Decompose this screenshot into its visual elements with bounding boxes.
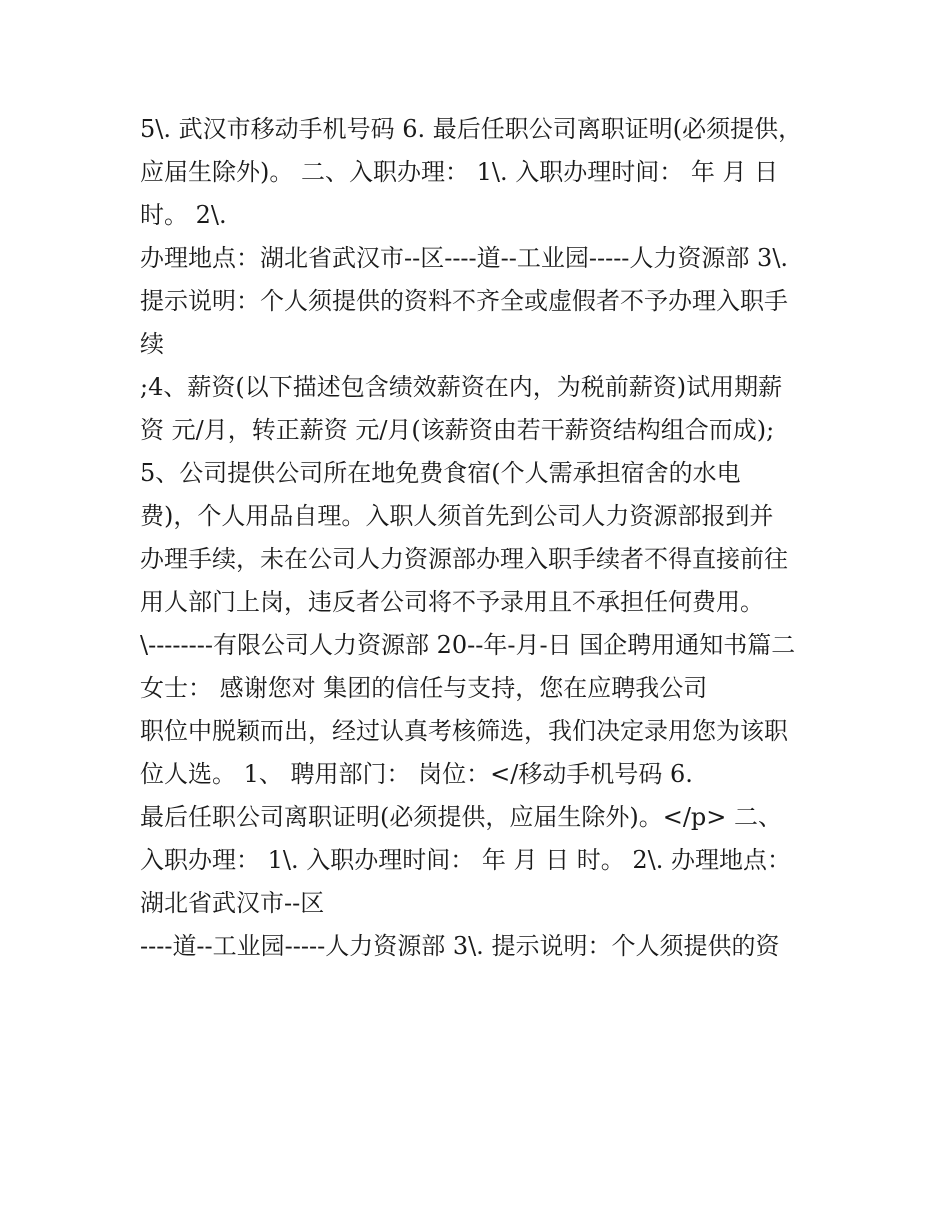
text-line: 时。 2\.	[140, 201, 227, 229]
text-line: 用人部门上岗，违反者公司将不予录用且不承担任何费用。	[140, 588, 764, 616]
body-text	[140, 108, 830, 968]
text-line: 入职办理： 1\. 入职办理时间： 年 月 日 时。 2\. 办理地点：	[140, 846, 791, 874]
text-line: 办理地点：湖北省武汉市--区----道--工业园-----人力资源部 3\.	[140, 244, 789, 272]
text-line: ;4、薪资(以下描述包含绩效薪资在内，为税前薪资)试用期薪	[140, 373, 783, 401]
text-line: ----道--工业园-----人力资源部 3\. 提示说明：个人须提供的资	[140, 932, 780, 960]
text-line: 职位中脱颖而出，经过认真考核筛选，我们决定录用您为该职	[140, 717, 788, 745]
text-line: 5、公司提供公司所在地免费食宿(个人需承担宿舍的水电	[140, 459, 741, 487]
text-line: 续	[140, 330, 164, 358]
text-line: 5\. 武汉市移动手机号码 6. 最后任职公司离职证明(必须提供，	[140, 115, 803, 143]
text-line: 办理手续，未在公司人力资源部办理入职手续者不得直接前往	[140, 545, 788, 573]
text-line: \--------有限公司人力资源部 20--年-月-日 国企聘用通知书篇二	[140, 631, 796, 659]
text-line: 湖北省武汉市--区	[140, 889, 325, 917]
text-line: 女士： 感谢您对 集团的信任与支持，您在应聘我公司	[140, 674, 708, 702]
text-line: 费)，个人用品自理。入职人须首先到公司人力资源部报到并	[140, 502, 774, 530]
text-line: 最后任职公司离职证明(必须提供，应届生除外)。</p> 二、	[140, 803, 783, 831]
text-line: 资 元/月，转正薪资 元/月(该薪资由若干薪资结构组合而成);	[140, 416, 775, 444]
text-line: 位人选。 1、 聘用部门： 岗位：</移动手机号码 6.	[140, 760, 693, 788]
text-line: 应届生除外)。 二、入职办理： 1\. 入职办理时间： 年 月 日	[140, 158, 779, 186]
text-line: 提示说明：个人须提供的资料不齐全或虚假者不予办理入职手	[140, 287, 788, 315]
